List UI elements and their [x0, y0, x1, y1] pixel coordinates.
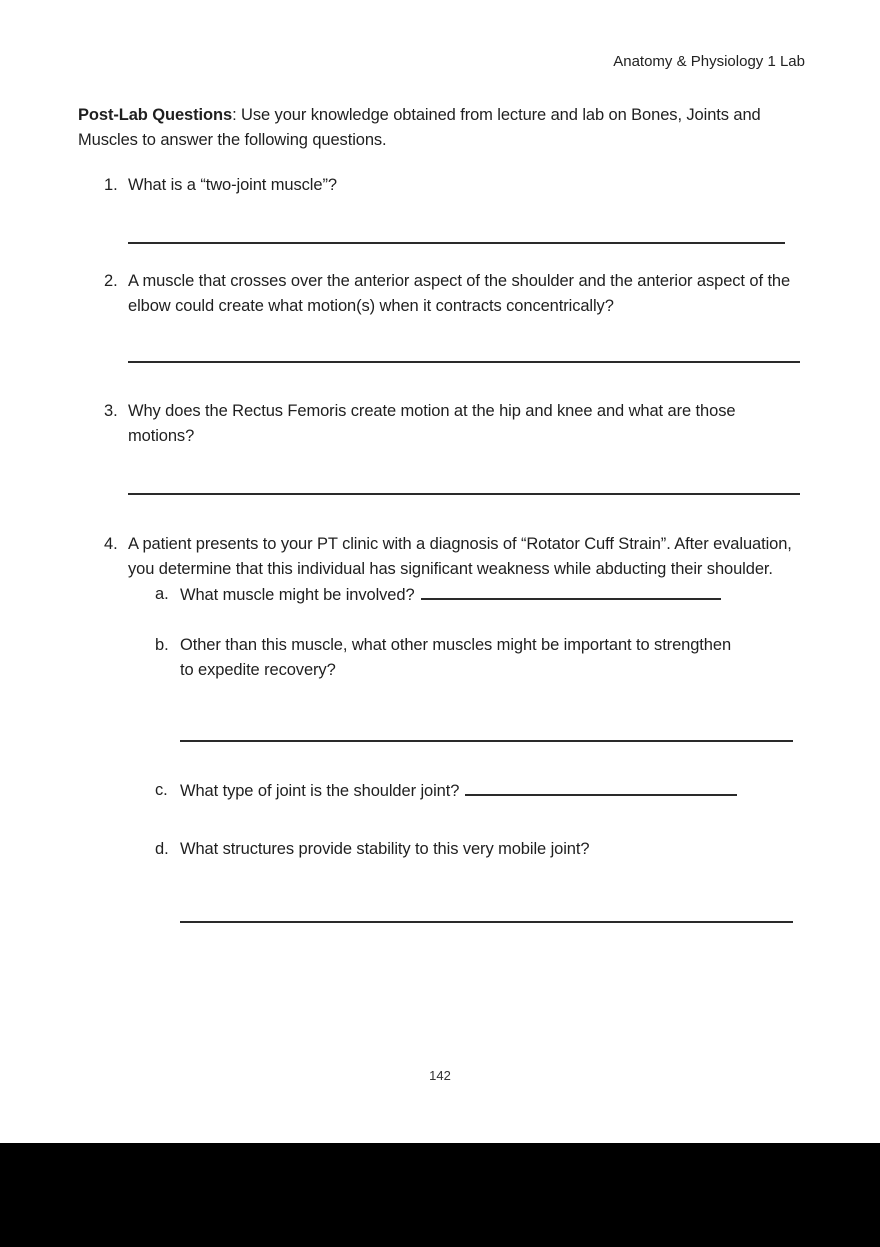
question-1-number: 1. [104, 176, 118, 194]
question-4a-text: What muscle might be involved? [180, 582, 805, 608]
question-2-number: 2. [104, 272, 118, 290]
question-4c [78, 778, 805, 804]
question-4-number: 4. [104, 535, 118, 553]
question-4c-text: What type of joint is the shoulder joint? [180, 778, 805, 804]
answer-blank-q4a [421, 582, 721, 600]
answer-blank-q4d [180, 921, 793, 923]
bottom-black-bar [0, 1143, 880, 1247]
question-4d-letter: d. [155, 840, 169, 858]
question-2 [78, 269, 805, 319]
question-4-text: A patient presents to your PT clinic with a diagnosis of “Rotator Cuff Strain”. After evaluation, you determine that this individual has significant weakness while abducting their shoulder. [128, 535, 792, 578]
header-title: Anatomy & Physiology 1 Lab [613, 53, 805, 70]
question-1 [78, 173, 805, 198]
question-4b-letter: b. [155, 636, 169, 654]
question-4b-text: Other than this muscle, what other muscles might be important to strengthen to expedite recovery? [180, 636, 732, 679]
question-4d-text: What structures provide stability to this very mobile joint? [180, 840, 590, 858]
page-content [78, 0, 805, 923]
answer-blank-q1 [128, 242, 785, 244]
question-2-text: A muscle that crosses over the anterior aspect of the shoulder and the anterior aspect of the elbow could create what motion(s) when it contracts concentrically? [128, 272, 791, 315]
question-4b [78, 633, 805, 683]
intro-label: Post-Lab Questions [78, 106, 233, 124]
intro-paragraph [78, 103, 805, 153]
answer-blank-q2 [128, 361, 800, 363]
answer-blank-q4b [180, 740, 793, 742]
page-header [78, 0, 805, 72]
question-3-number: 3. [104, 402, 118, 420]
page-number: 142 [429, 1068, 451, 1083]
question-3-text: Why does the Rectus Femoris create motion at the hip and knee and what are those motions? [128, 402, 736, 445]
question-4 [78, 532, 805, 582]
question-4d [78, 837, 805, 862]
answer-blank-q3 [128, 493, 800, 495]
question-4a [78, 582, 805, 608]
question-4a-letter: a. [155, 585, 169, 603]
intro-text: : Use your knowledge obtained from lecture and lab on Bones, Joints and Muscles to answer the following questions. [78, 106, 761, 149]
answer-blank-q4c [465, 778, 737, 796]
question-4c-letter: c. [155, 781, 168, 799]
question-1-text: What is a “two-joint muscle”? [128, 176, 337, 194]
question-3 [78, 399, 805, 449]
